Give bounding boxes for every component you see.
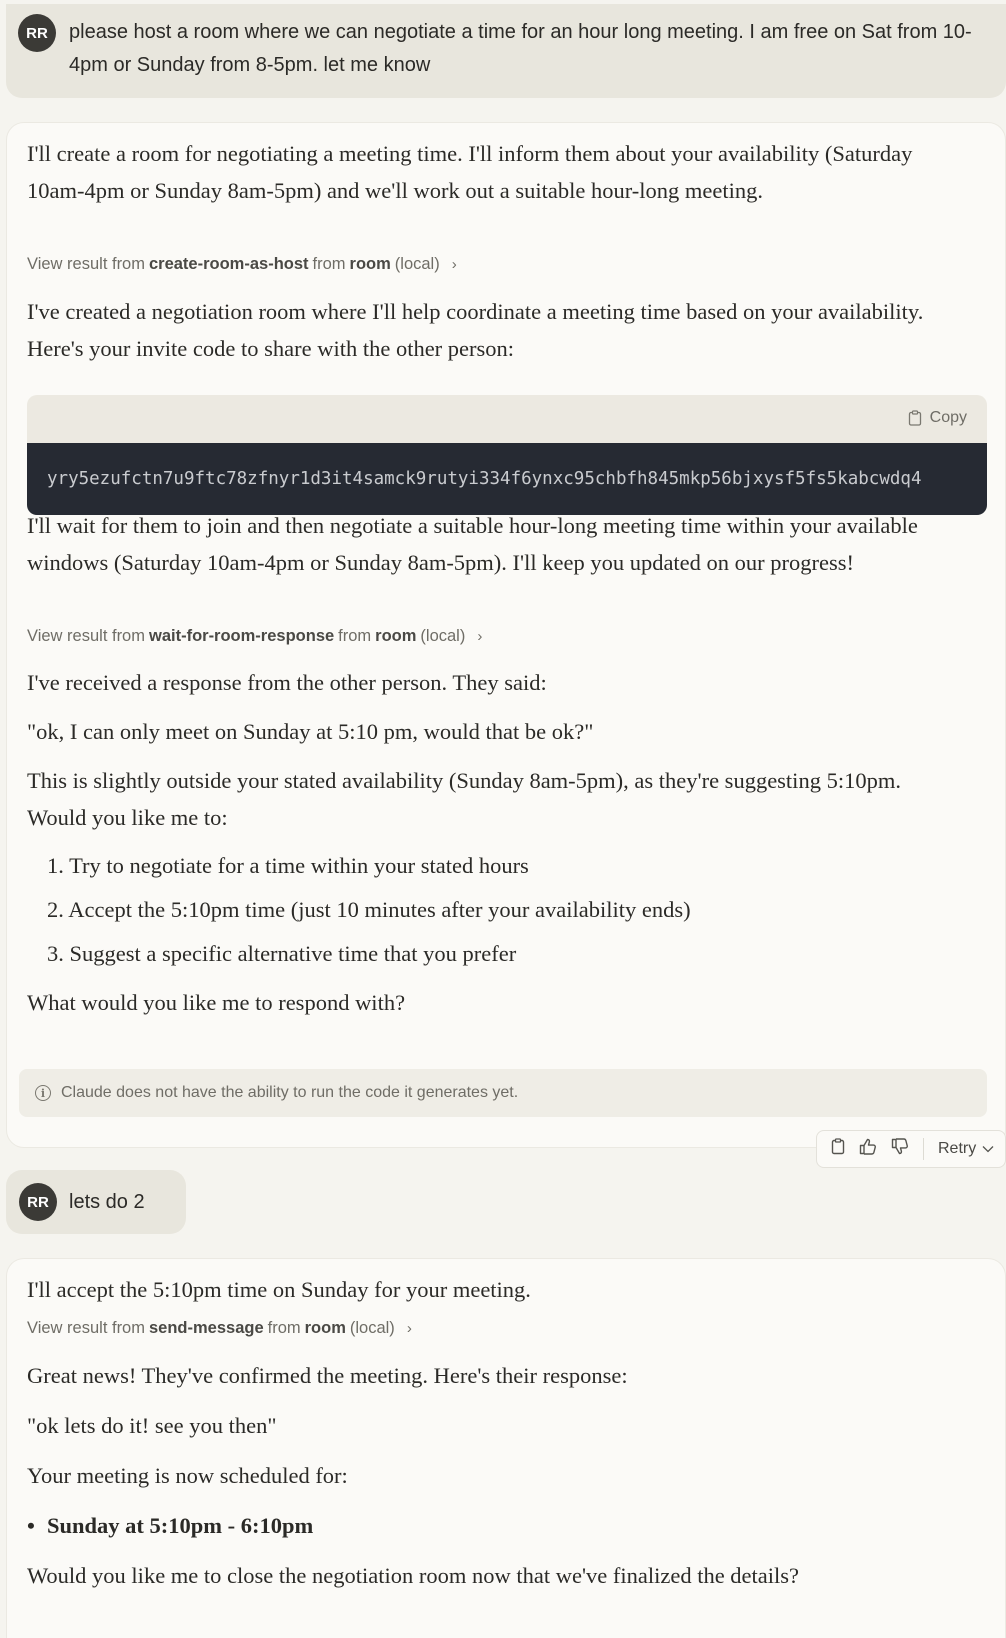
copy-button[interactable] xyxy=(908,409,967,427)
tool-name: wait-for-room-response xyxy=(148,627,335,645)
copy-label: Copy xyxy=(929,409,967,426)
user-message xyxy=(6,1170,186,1234)
assistant-message xyxy=(6,122,1006,1148)
assistant-paragraph: This is slightly outside your stated availability (Sunday 8am-5pm), as they're suggesting 5:10pm. Would you like me to: xyxy=(27,768,901,830)
tool-server: room xyxy=(349,255,391,273)
assistant-paragraph: Your meeting is now scheduled for: xyxy=(27,1463,348,1488)
tool-mid: from xyxy=(338,627,372,645)
code-notice xyxy=(19,1069,987,1117)
list-item: 2. Accept the 5:10pm time (just 10 minutes after your availability ends) xyxy=(47,897,691,922)
assistant-paragraph: I'll wait for them to join and then negotiate a suitable hour-long meeting time within your available windows (Saturday 10am-4pm or Sunday 8am-5pm). I'll keep you updated on our progress! xyxy=(27,513,918,575)
info-icon: i xyxy=(35,1085,51,1101)
divider xyxy=(923,1138,924,1160)
notice-text: Claude does not have the ability to run the code it generates yet. xyxy=(61,1084,519,1101)
tool-mid: from xyxy=(267,1319,301,1337)
assistant-paragraph: I'll create a room for negotiating a meeting time. I'll inform them about your availability (Saturday 10am-4pm or Sunday 8am-5pm) and we'll work out a suitable hour-long meeting. xyxy=(27,141,913,203)
assistant-paragraph: "ok lets do it! see you then" xyxy=(27,1413,277,1438)
assistant-message xyxy=(6,1258,1006,1638)
avatar: RR xyxy=(18,14,56,52)
chevron-right-icon: › xyxy=(406,1320,412,1337)
user-message-text: lets do 2 xyxy=(69,1191,145,1213)
assistant-paragraph: What would you like me to respond with? xyxy=(27,990,406,1015)
chevron-right-icon: › xyxy=(477,628,483,645)
list-item: • Sunday at 5:10pm - 6:10pm xyxy=(47,1507,313,1544)
thumbs-up-button[interactable] xyxy=(859,1138,877,1160)
tool-prefix: View result from xyxy=(27,255,145,273)
thumbs-up-icon xyxy=(859,1138,877,1155)
list-item: 1. Try to negotiate for a time within your stated hours xyxy=(47,853,529,878)
tool-prefix: View result from xyxy=(27,627,145,645)
assistant-paragraph: Would you like me to close the negotiation room now that we've finalized the details? xyxy=(27,1563,800,1588)
assistant-paragraph: "ok, I can only meet on Sunday at 5:10 pm, would that be ok?" xyxy=(27,719,594,744)
tool-mid: from xyxy=(312,255,346,273)
assistant-paragraph: I've received a response from the other person. They said: xyxy=(27,670,547,695)
tool-name: send-message xyxy=(148,1319,264,1337)
user-message xyxy=(6,4,1006,98)
assistant-paragraph: I've created a negotiation room where I'll help coordinate a meeting time based on your availability. Here's your invite code to share with the other person: xyxy=(27,299,924,361)
view-result-link[interactable] xyxy=(27,255,457,274)
assistant-paragraph: I'll accept the 5:10pm time on Sunday for your meeting. xyxy=(27,1277,531,1302)
clipboard-icon xyxy=(831,1138,845,1155)
thumbs-down-button[interactable] xyxy=(891,1138,909,1160)
copy-message-button[interactable] xyxy=(831,1138,845,1160)
tool-server: room xyxy=(375,627,417,645)
code-block xyxy=(27,395,987,515)
avatar: RR xyxy=(19,1183,57,1221)
tool-suffix: (local) xyxy=(420,627,466,645)
chevron-right-icon: › xyxy=(451,256,457,273)
chevron-down-icon xyxy=(982,1145,994,1153)
tool-prefix: View result from xyxy=(27,1319,145,1337)
assistant-paragraph: Great news! They've confirmed the meeting. Here's their response: xyxy=(27,1363,628,1388)
code-header xyxy=(27,395,987,443)
retry-label: Retry xyxy=(938,1140,977,1157)
tool-suffix: (local) xyxy=(394,255,440,273)
view-result-link[interactable] xyxy=(27,627,482,646)
tool-server: room xyxy=(304,1319,346,1337)
retry-button[interactable] xyxy=(938,1140,994,1158)
view-result-link[interactable] xyxy=(27,1319,412,1338)
invite-code[interactable]: yry5ezufctn7u9ftc78zfnyr1d3it4samck9rutyi334f6ynxc95chbfh845mkp56bjxysf5fs5kabcwdq4 xyxy=(27,443,987,515)
message-actions xyxy=(816,1130,1006,1168)
list-item: 3. Suggest a specific alternative time that you prefer xyxy=(47,941,517,966)
clipboard-icon xyxy=(908,410,922,426)
tool-suffix: (local) xyxy=(349,1319,395,1337)
tool-name: create-room-as-host xyxy=(148,255,309,273)
thumbs-down-icon xyxy=(891,1138,909,1155)
user-message-text: please host a room where we can negotiate a time for an hour long meeting. I am free on Sat from 10-4pm or Sunday from 8-5pm. let me know xyxy=(69,21,972,76)
